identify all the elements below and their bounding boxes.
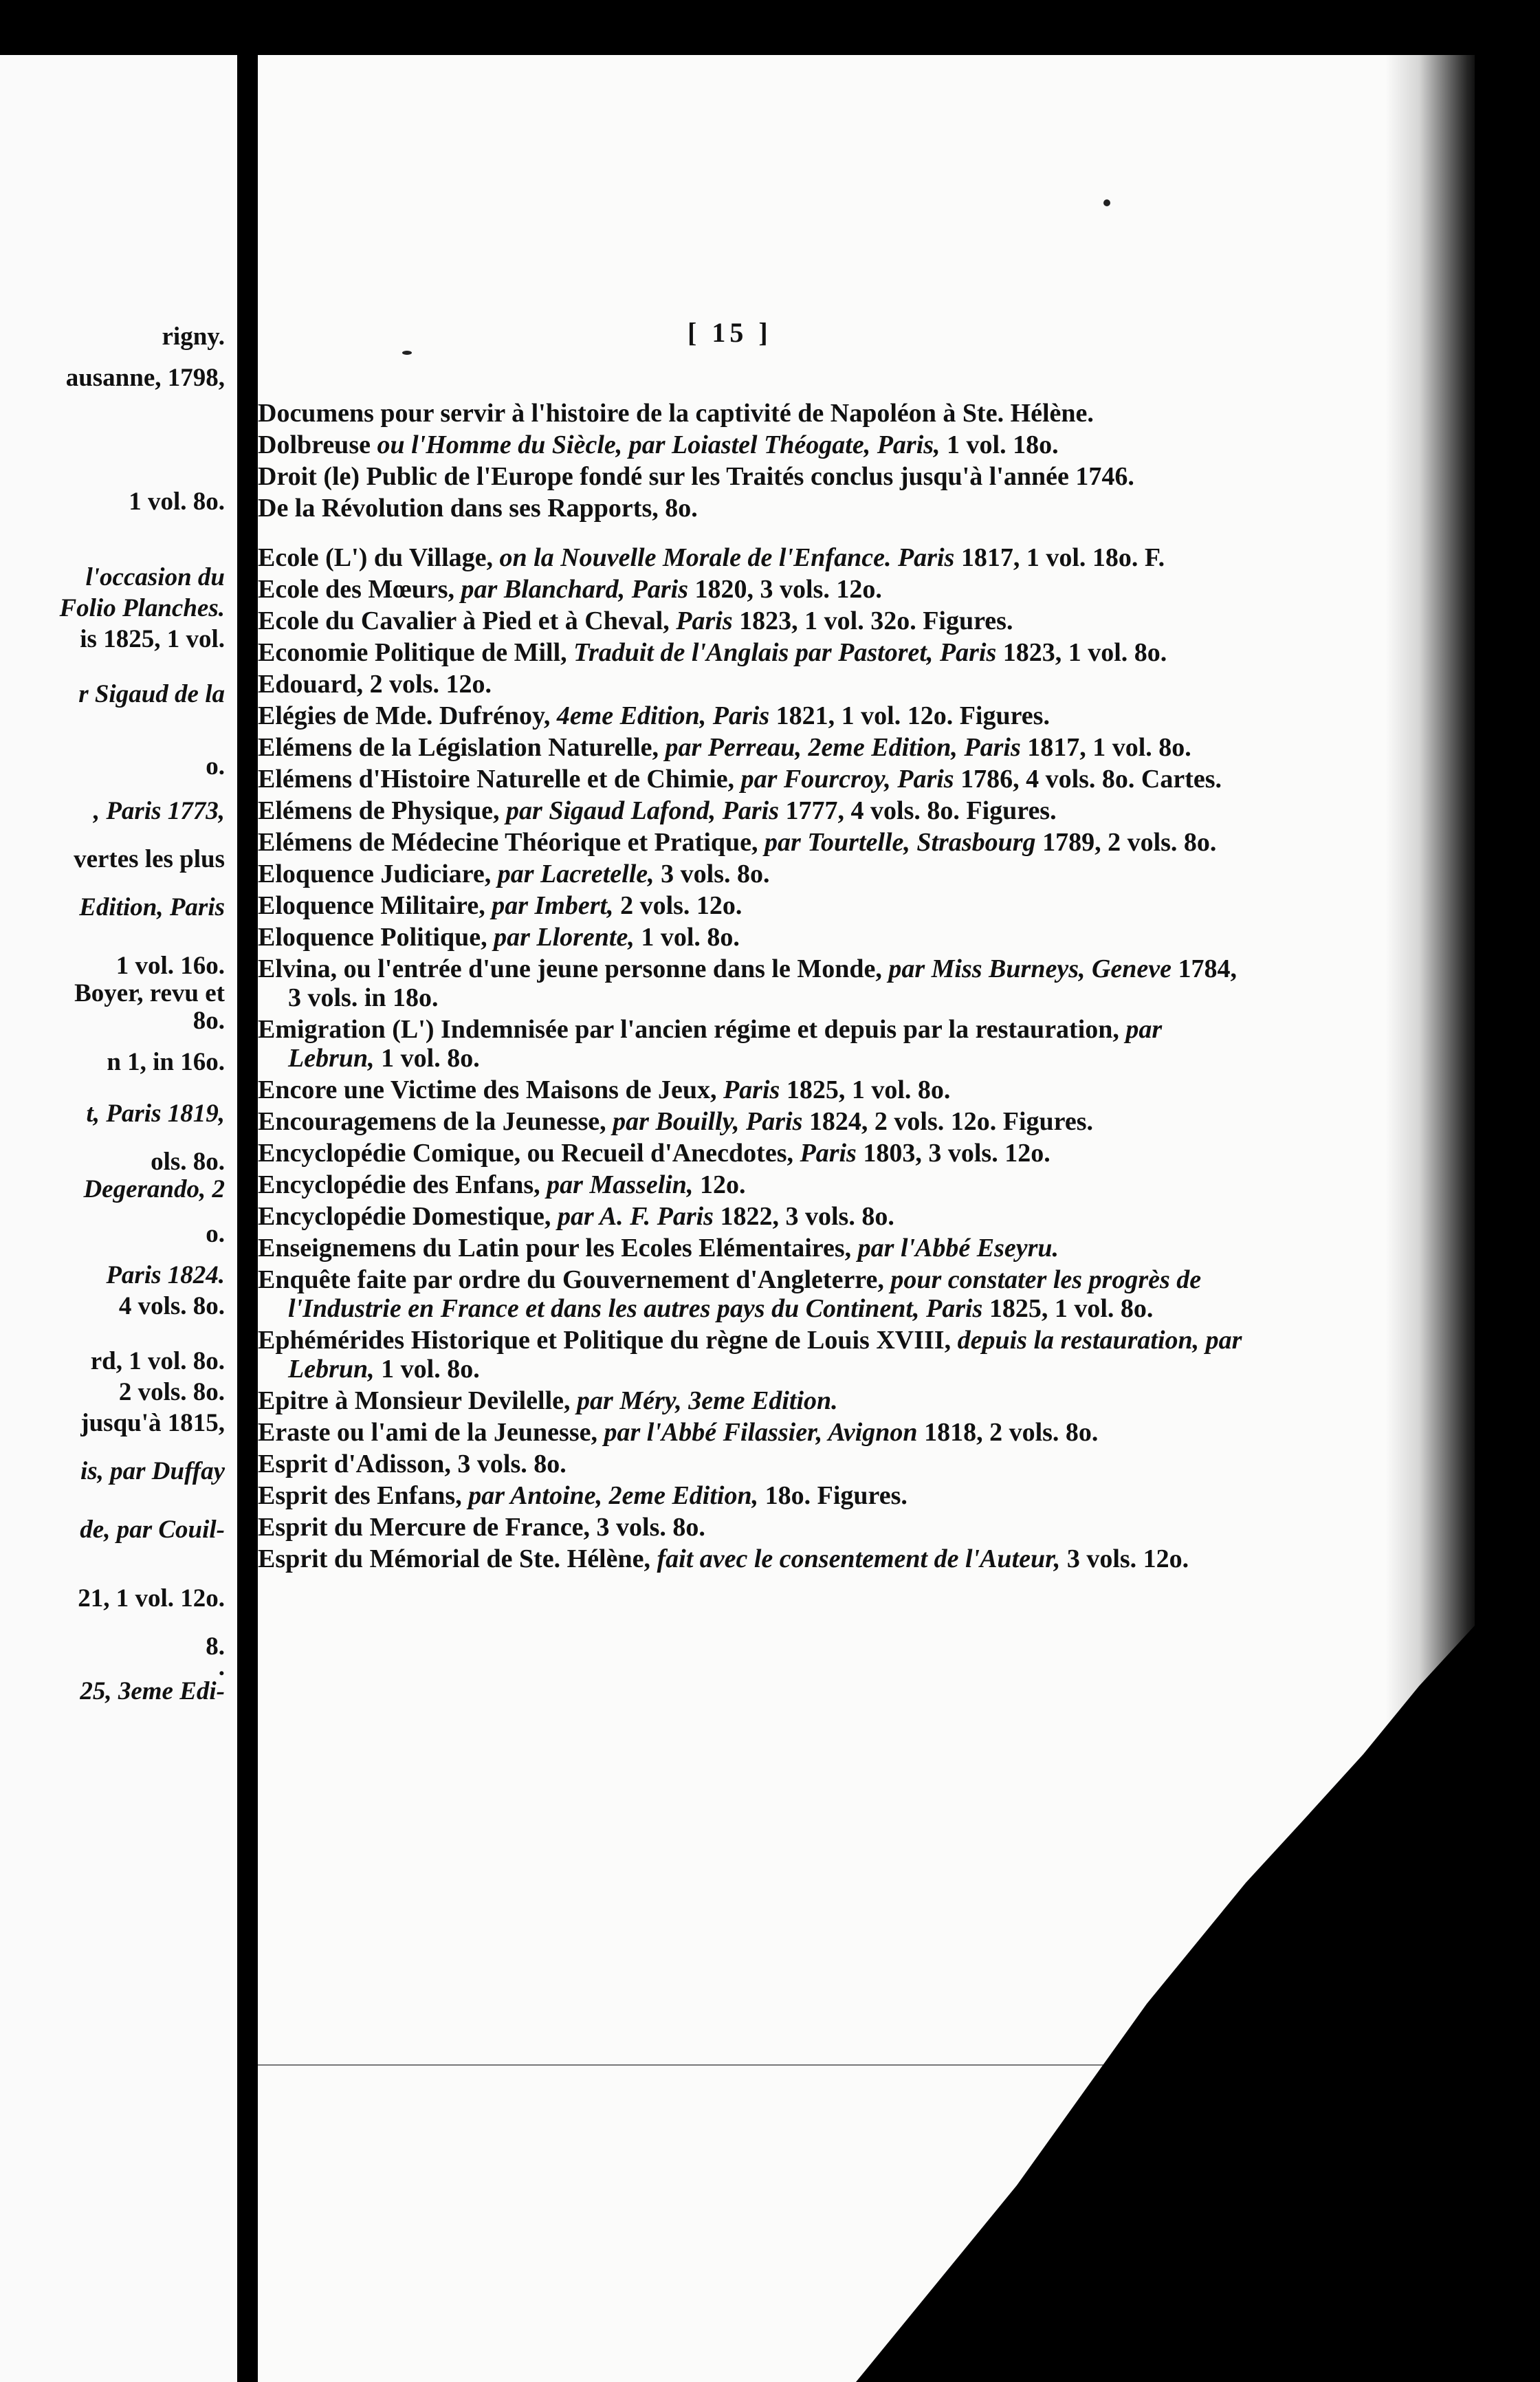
- entry-edition-detail: 1 vol. 8o.: [374, 1044, 480, 1073]
- ink-speck: [1103, 199, 1110, 206]
- left-page-text-fragment: o.: [206, 752, 225, 780]
- entry-title: Encouragemens de la Jeunesse,: [258, 1107, 613, 1136]
- entry-edition-detail: 1823, 1 vol. 32o. Figures.: [732, 607, 1013, 635]
- entry-title: Eloquence Politique,: [258, 923, 494, 952]
- catalogue-entry: [258, 796, 1248, 825]
- catalogue-entry: [258, 1015, 1248, 1073]
- entry-edition-detail: 1789, 2 vols. 8o.: [1035, 828, 1217, 857]
- book-gutter: [237, 55, 258, 2382]
- entry-edition-detail: 1 vol. 8o.: [634, 923, 740, 952]
- left-page-text-fragment: vertes les plus: [74, 845, 225, 873]
- entry-title: Encyclopédie des Enfans,: [258, 1170, 547, 1199]
- entry-title: Esprit du Mercure de France, 3 vols. 8o.: [258, 1513, 705, 1542]
- entry-italic-detail: par Lacretelle,: [497, 860, 654, 888]
- entry-title: Ecole des Mœurs,: [258, 575, 461, 604]
- entry-edition-detail: 1803, 3 vols. 12o.: [856, 1139, 1050, 1168]
- left-page-text-fragment: is, par Duffay: [80, 1457, 225, 1485]
- entry-edition-detail: 1822, 3 vols. 8o.: [713, 1202, 894, 1231]
- left-page-text-fragment: Folio Planches.: [59, 594, 225, 622]
- entry-italic-detail: depuis la restauration, par Lebrun,: [288, 1326, 1242, 1384]
- entry-title: Enquête faite par ordre du Gouvernement d'Angleterre,: [258, 1265, 891, 1294]
- entry-italic-detail: par Llorente,: [494, 923, 635, 952]
- left-page-text-fragment: 2 vols. 8o.: [118, 1378, 225, 1406]
- entry-edition-detail: 1817, 1 vol. 8o.: [1020, 733, 1191, 762]
- catalogue-entry: [258, 1139, 1248, 1168]
- catalogue-entry: [258, 638, 1248, 667]
- catalogue-entry: [258, 891, 1248, 920]
- catalogue-entry: [258, 1265, 1248, 1323]
- catalogue-entry: [258, 1418, 1248, 1447]
- catalogue-entries: [258, 399, 1248, 1576]
- left-page-text-fragment: ausanne, 1798,: [65, 364, 225, 392]
- entry-title: Esprit des Enfans,: [258, 1481, 469, 1510]
- catalogue-entry: [258, 430, 1248, 459]
- catalogue-entry: [258, 670, 1248, 699]
- entry-title: Eloquence Militaire,: [258, 891, 492, 920]
- entry-title: Epitre à Monsieur Devilelle,: [258, 1386, 578, 1415]
- left-page-text-fragment: Edition, Paris: [79, 893, 225, 921]
- catalogue-entry: [258, 701, 1248, 730]
- entry-edition-detail: 1823, 1 vol. 8o.: [996, 638, 1167, 667]
- entry-title: Esprit d'Adisson, 3 vols. 8o.: [258, 1450, 566, 1478]
- left-page-text-fragment: , Paris 1773,: [93, 797, 225, 825]
- left-page-text-fragment: .: [218, 1653, 225, 1681]
- left-page-text-fragment: 8o.: [192, 1007, 225, 1035]
- entry-italic-detail: par Sigaud Lafond, Paris: [506, 796, 780, 825]
- left-page-text-fragment: 8.: [206, 1632, 225, 1661]
- left-page-text-fragment: de, par Couil-: [80, 1516, 225, 1544]
- entry-title: De la Révolution dans ses Rapports, 8o.: [258, 494, 698, 523]
- entry-edition-detail: 12o.: [693, 1170, 746, 1199]
- entry-title: Elémens d'Histoire Naturelle et de Chimie,: [258, 765, 741, 794]
- entry-italic-detail: par Tourtelle, Strasbourg: [764, 828, 1036, 857]
- catalogue-entry: [258, 954, 1248, 1012]
- entry-title: Ecole (L') du Village,: [258, 543, 500, 572]
- left-page-text-fragment: n 1, in 16o.: [107, 1048, 225, 1076]
- catalogue-entry: [258, 828, 1248, 857]
- catalogue-entry: [258, 607, 1248, 635]
- left-page-text-fragment: rigny.: [162, 323, 225, 351]
- left-page-text-fragment: 1 vol. 16o.: [116, 952, 225, 980]
- entry-edition-detail: 2 vols. 12o.: [613, 891, 742, 920]
- left-page-text-fragment: 1 vol. 8o.: [129, 488, 225, 516]
- entry-edition-detail: 18o. Figures.: [758, 1481, 908, 1510]
- catalogue-entry: [258, 1326, 1248, 1384]
- entry-italic-detail: ou l'Homme du Siècle, par Loiastel Théogate, Paris,: [377, 430, 940, 459]
- entry-italic-detail: fait avec le consentement de l'Auteur,: [657, 1544, 1061, 1573]
- entry-italic-detail: par Masselin,: [547, 1170, 694, 1199]
- entry-edition-detail: 1825, 1 vol. 8o.: [982, 1294, 1154, 1323]
- catalogue-entry: [258, 462, 1248, 491]
- entry-edition-detail: 1 vol. 18o.: [940, 430, 1059, 459]
- entry-italic-detail: on la Nouvelle Morale de l'Enfance. Paris: [499, 543, 955, 572]
- entry-edition-detail: 1 vol. 8o.: [374, 1355, 480, 1384]
- entry-italic-detail: par Fourcroy, Paris: [740, 765, 954, 794]
- left-page-text-fragment: Boyer, revu et: [74, 979, 225, 1007]
- catalogue-entry: [258, 1170, 1248, 1199]
- entry-title: Dolbreuse: [258, 430, 377, 459]
- entry-edition-detail: 1777, 4 vols. 8o. Figures.: [779, 796, 1057, 825]
- catalogue-entry: [258, 575, 1248, 604]
- entry-edition-detail: 1825, 1 vol. 8o.: [780, 1075, 951, 1104]
- left-page-fragment: [0, 55, 237, 2382]
- entry-title: Esprit du Mémorial de Ste. Hélène,: [258, 1544, 657, 1573]
- catalogue-entry: [258, 923, 1248, 952]
- left-page-text-fragment: rd, 1 vol. 8o.: [90, 1347, 225, 1375]
- entry-title: Emigration (L') Indemnisée par l'ancien régime et depuis par la restauration,: [258, 1015, 1126, 1044]
- entry-title: Ecole du Cavalier à Pied et à Cheval,: [258, 607, 676, 635]
- ink-speck: [402, 351, 412, 355]
- left-page-text-fragment: l'occasion du: [85, 563, 225, 591]
- catalogue-entry: [258, 1234, 1248, 1263]
- catalogue-entry: [258, 399, 1248, 428]
- entry-italic-detail: par l'Abbé Filassier, Avignon: [604, 1418, 918, 1447]
- left-page-text-fragment: 25, 3eme Edi-: [80, 1677, 225, 1705]
- catalogue-entry: [258, 733, 1248, 762]
- left-page-text-fragment: r Sigaud de la: [78, 680, 225, 708]
- catalogue-entry: [258, 1544, 1248, 1573]
- entry-italic-detail: Paris: [723, 1075, 780, 1104]
- catalogue-entry: [258, 1386, 1248, 1415]
- entry-title: Eraste ou l'ami de la Jeunesse,: [258, 1418, 604, 1447]
- entry-italic-detail: par Imbert,: [492, 891, 614, 920]
- catalogue-entry: [258, 1450, 1248, 1478]
- left-page-text-fragment: t, Paris 1819,: [86, 1100, 225, 1128]
- entry-italic-detail: Paris: [800, 1139, 857, 1168]
- entry-title: Eloquence Judiciare,: [258, 860, 498, 888]
- catalogue-entry: [258, 1481, 1248, 1510]
- catalogue-entry: [258, 860, 1248, 888]
- entry-italic-detail: par Miss Burneys, Geneve: [888, 954, 1172, 983]
- left-page-text-fragment: Paris 1824.: [106, 1261, 225, 1289]
- entry-italic-detail: par Lebrun,: [288, 1015, 1163, 1073]
- torn-page-corner: [856, 1626, 1475, 2382]
- left-page-text-fragment: Degerando, 2: [83, 1175, 225, 1203]
- entry-italic-detail: 4eme Edition, Paris: [556, 701, 770, 730]
- entry-title: Elémens de la Législation Naturelle,: [258, 733, 666, 762]
- entry-italic-detail: par Méry, 3eme Edition.: [577, 1386, 838, 1415]
- entry-title: Encyclopédie Comique, ou Recueil d'Anecdotes,: [258, 1139, 800, 1168]
- catalogue-entry: [258, 494, 1248, 523]
- left-page-text-fragment: jusqu'à 1815,: [80, 1409, 225, 1437]
- entry-italic-detail: pour constater les progrès de l'Industrie en France et dans les autres pays du Continent, Paris: [288, 1265, 1202, 1323]
- entry-title: Elémens de Physique,: [258, 796, 507, 825]
- entry-edition-detail: 1824, 2 vols. 12o. Figures.: [802, 1107, 1093, 1136]
- catalogue-entry: [258, 765, 1248, 794]
- entry-italic-detail: par Bouilly, Paris: [613, 1107, 803, 1136]
- entry-title: Ephémérides Historique et Politique du règne de Louis XVIII,: [258, 1326, 958, 1355]
- left-page-text-fragment: ols. 8o.: [151, 1148, 225, 1176]
- entry-italic-detail: par Antoine, 2eme Edition,: [468, 1481, 759, 1510]
- entry-edition-detail: 1818, 2 vols. 8o.: [917, 1418, 1099, 1447]
- entry-edition-detail: 3 vols. 8o.: [654, 860, 770, 888]
- entry-edition-detail: 3 vols. 12o.: [1060, 1544, 1189, 1573]
- page-number: [ 15 ]: [688, 317, 772, 348]
- catalogue-entry: [258, 543, 1248, 572]
- catalogue-entry: [258, 1202, 1248, 1231]
- entry-title: Edouard, 2 vols. 12o.: [258, 670, 492, 699]
- entry-title: Elémens de Médecine Théorique et Pratique,: [258, 828, 765, 857]
- entry-title: Elvina, ou l'entrée d'une jeune personne dans le Monde,: [258, 954, 889, 983]
- entry-title: Enseignemens du Latin pour les Ecoles Elémentaires,: [258, 1234, 858, 1263]
- catalogue-entry: [258, 1513, 1248, 1542]
- entry-edition-detail: 1786, 4 vols. 8o. Cartes.: [954, 765, 1222, 794]
- entry-title: Encore une Victime des Maisons de Jeux,: [258, 1075, 723, 1104]
- entry-title: Encyclopédie Domestique,: [258, 1202, 558, 1231]
- entry-title: Documens pour servir à l'histoire de la captivité de Napoléon à Ste. Hélène.: [258, 399, 1094, 428]
- right-page: [258, 55, 1475, 2382]
- entry-edition-detail: 1784, 3 vols. in 18o.: [288, 954, 1238, 1012]
- entry-title: Droit (le) Public de l'Europe fondé sur les Traités conclus jusqu'à l'année 1746.: [258, 462, 1134, 491]
- left-page-text-fragment: 21, 1 vol. 12o.: [78, 1584, 225, 1613]
- entry-title: Economie Politique de Mill,: [258, 638, 574, 667]
- entry-title: Elégies de Mde. Dufrénoy,: [258, 701, 557, 730]
- entry-italic-detail: par A. F. Paris: [557, 1202, 714, 1231]
- entry-italic-detail: Traduit de l'Anglais par Pastoret, Paris: [573, 638, 997, 667]
- entry-italic-detail: par Perreau, 2eme Edition, Paris: [665, 733, 1021, 762]
- entry-edition-detail: 1820, 3 vols. 12o.: [688, 575, 882, 604]
- catalogue-entry: [258, 1075, 1248, 1104]
- left-page-text-fragment: o.: [206, 1220, 225, 1248]
- left-page-text-fragment: is 1825, 1 vol.: [80, 625, 225, 653]
- entry-italic-detail: par l'Abbé Eseyru.: [857, 1234, 1059, 1263]
- entry-italic-detail: Paris: [676, 607, 733, 635]
- entry-edition-detail: 1817, 1 vol. 18o. F.: [954, 543, 1165, 572]
- left-page-text-fragment: 4 vols. 8o.: [118, 1292, 225, 1320]
- catalogue-entry: [258, 1107, 1248, 1136]
- entry-italic-detail: par Blanchard, Paris: [461, 575, 688, 604]
- entry-edition-detail: 1821, 1 vol. 12o. Figures.: [769, 701, 1050, 730]
